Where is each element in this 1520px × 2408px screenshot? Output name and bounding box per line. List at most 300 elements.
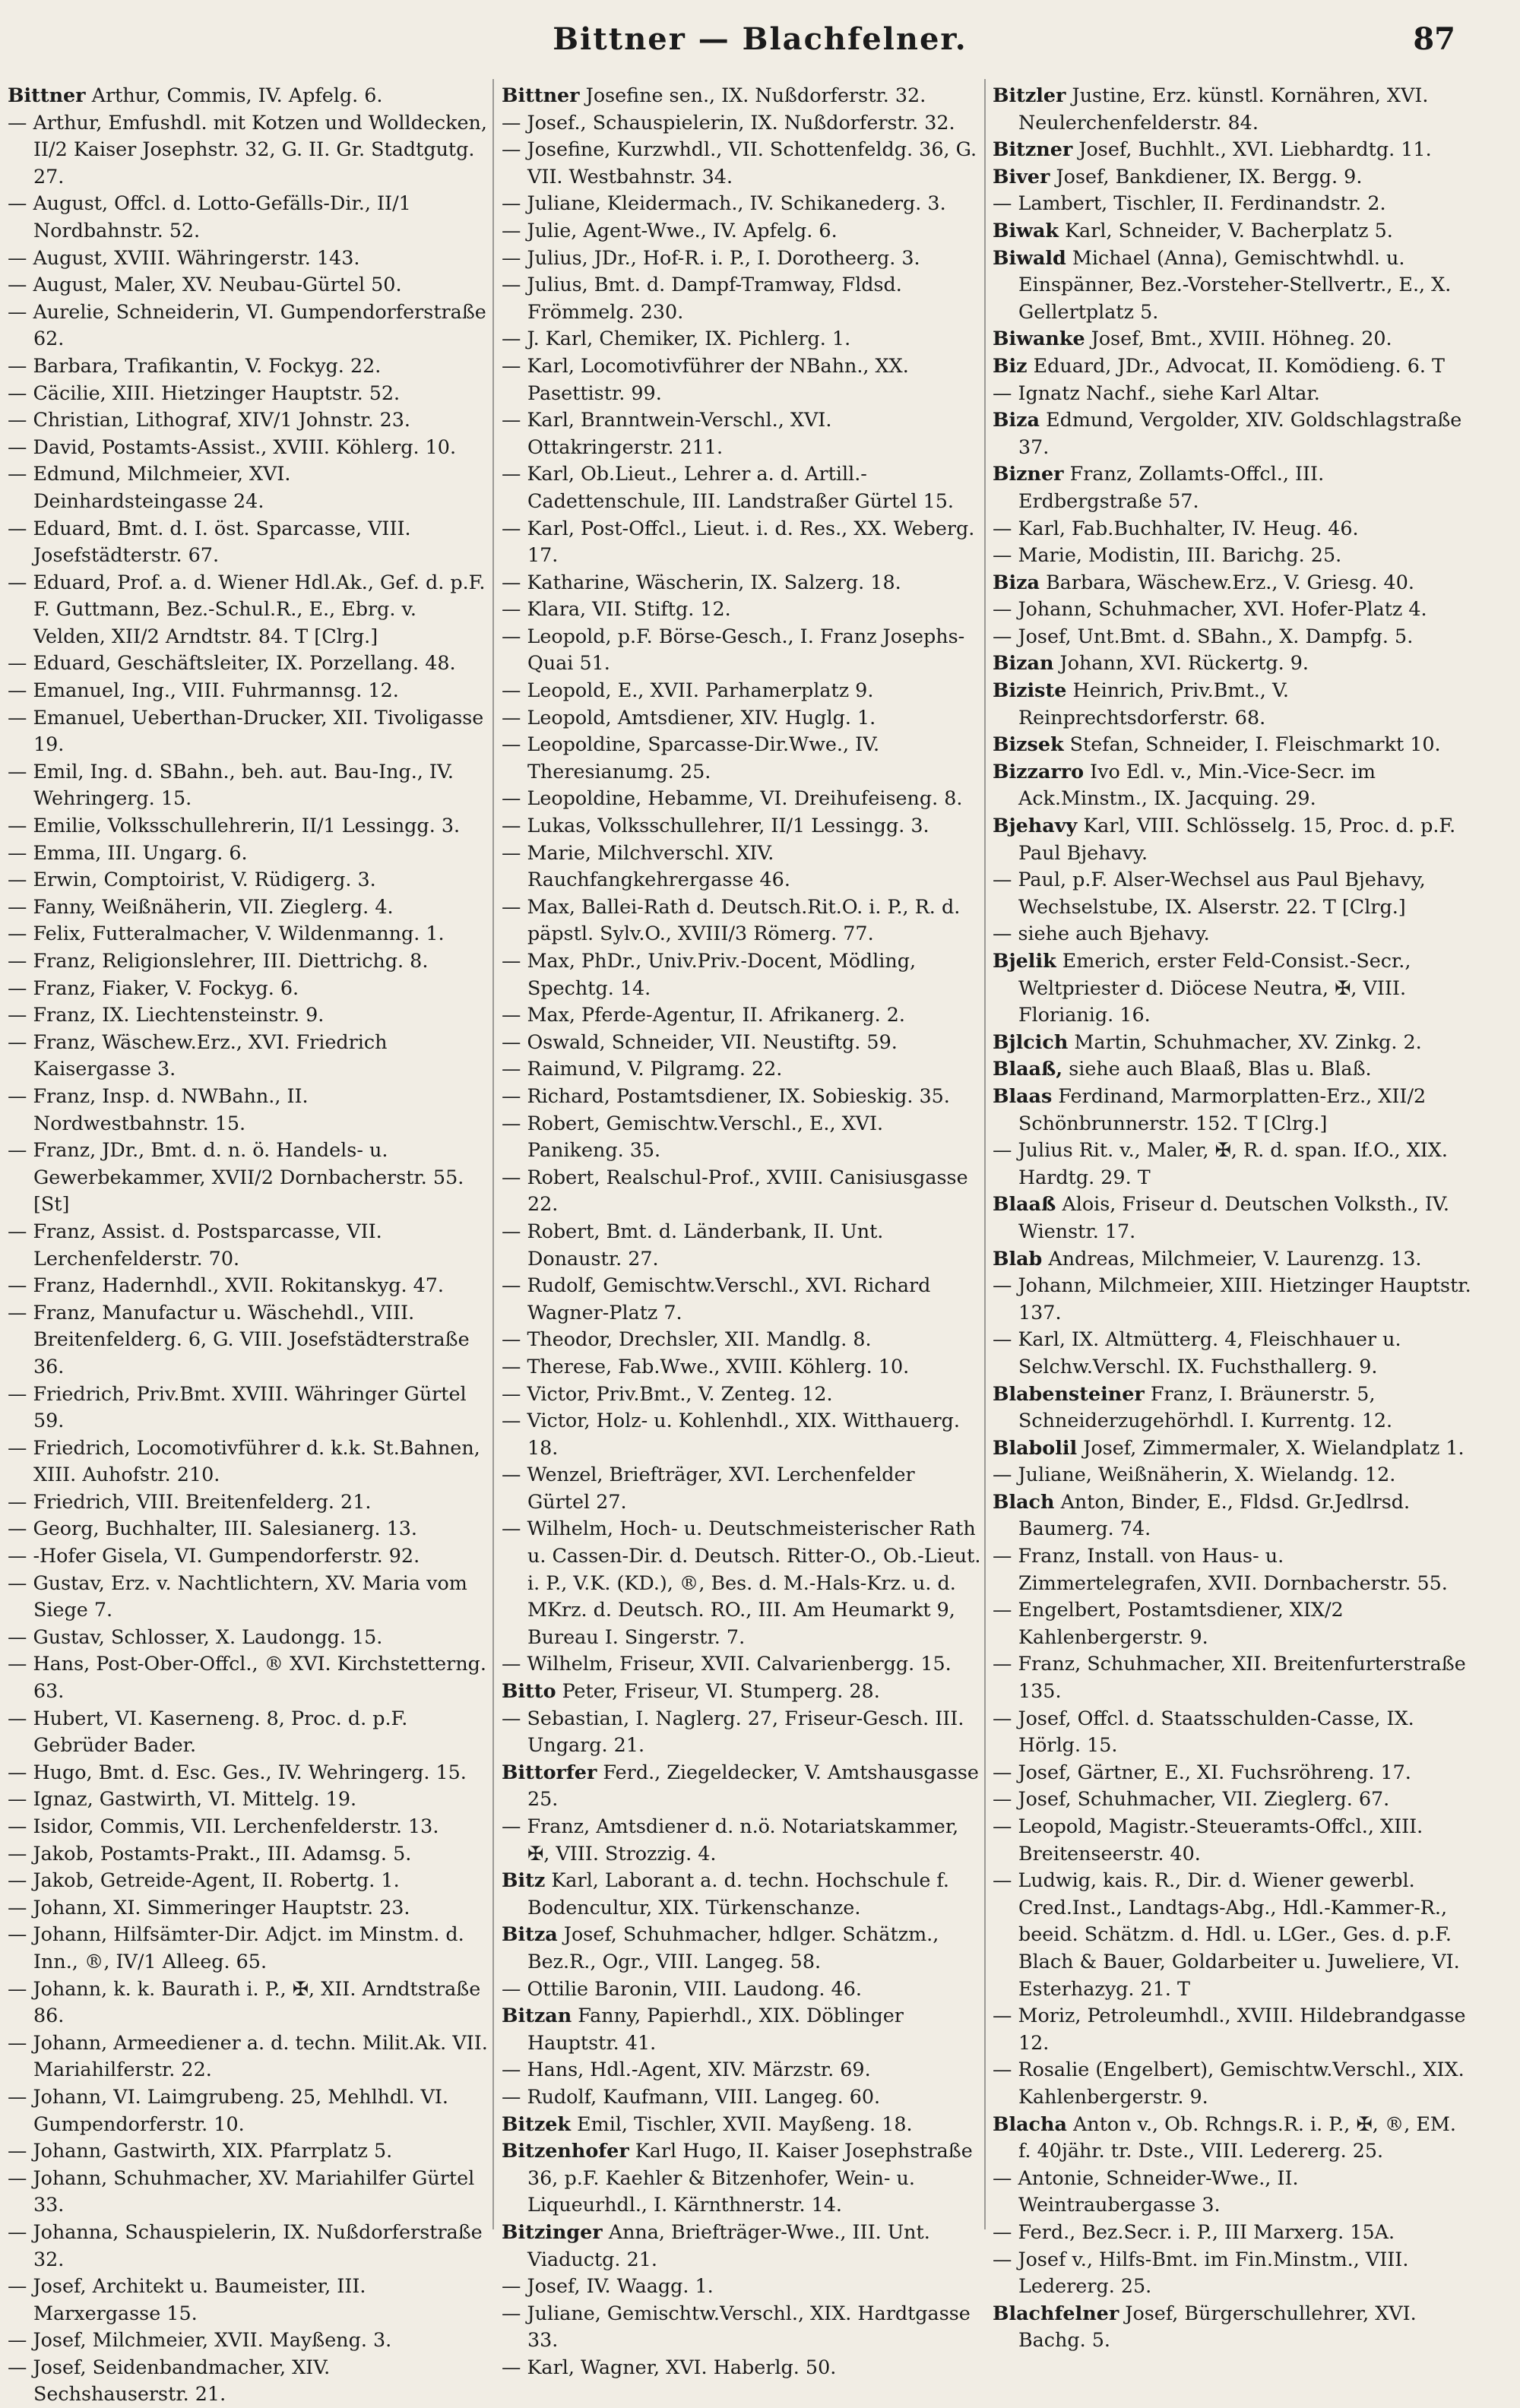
directory-entry xyxy=(8,353,488,380)
directory-entry xyxy=(8,271,488,299)
directory-entry xyxy=(502,596,982,623)
entry-text: — Antonie, Schneider-Wwe., II. Weintraubergasse 3. xyxy=(993,2166,1299,2217)
directory-entry xyxy=(8,380,488,407)
directory-entry xyxy=(502,2273,982,2300)
directory-entry xyxy=(502,1001,982,1029)
directory-entry xyxy=(502,1353,982,1381)
entry-text: Eduard, JDr., Advocat, II. Komödieng. 6. T xyxy=(1033,353,1445,377)
directory-entry xyxy=(993,1245,1473,1273)
entry-text: — Ignatz Nachf., siehe Karl Altar. xyxy=(993,381,1320,404)
directory-entry xyxy=(993,136,1473,163)
entry-text: Josefine sen., IX. Nußdorferstr. 32. xyxy=(585,84,926,106)
entry-text: Anna, Briefträger-Wwe., III. Unt. Viaductg. 21. xyxy=(527,2220,930,2270)
entry-text: — Eduard, Geschäftsleiter, IX. Porzellang. 48. xyxy=(8,651,456,675)
directory-entry xyxy=(8,1272,488,1299)
entry-text: — Johann, Armeediener a. d. techn. Milit.Ak. VII. Mariahilferstr. 22. xyxy=(8,2030,488,2081)
entry-text: — Engelbert, Postamtsdiener, XIX/2 Kahlenbergerstr. 9. xyxy=(993,1598,1344,1648)
directory-entry xyxy=(502,2084,982,2111)
entry-text: Martin, Schuhmacher, XV. Zinkg. 2. xyxy=(1074,1030,1422,1053)
entry-text: — Max, Pferde-Agentur, II. Afrikanerg. 2. xyxy=(502,1003,905,1027)
entry-text: — Rosalie (Engelbert), Gemischtw.Verschl., XIX. Kahlenbergerstr. 9. xyxy=(993,2058,1465,2108)
entry-surname: Bitza xyxy=(502,1922,558,1946)
directory-entry xyxy=(8,569,488,650)
directory-entry xyxy=(8,866,488,894)
directory-entry xyxy=(502,812,982,840)
directory-entry xyxy=(993,1461,1473,1489)
directory-entry xyxy=(8,812,488,840)
entry-surname: Blabensteiner xyxy=(993,1381,1145,1405)
directory-entry xyxy=(8,1976,488,2030)
directory-entry xyxy=(8,1435,488,1489)
directory-entry xyxy=(8,650,488,677)
directory-entry xyxy=(8,948,488,975)
entry-text: — Karl, IX. Altmütterg. 4, Fleischhauer u. Selchw.Verschl. IX. Fuchsthallerg. 9. xyxy=(993,1327,1401,1378)
directory-entry xyxy=(502,2002,982,2056)
directory-entry xyxy=(8,2354,488,2408)
entry-text: Josef, Bürgerschullehrer, XVI. Bachg. 5. xyxy=(1018,2301,1417,2352)
entry-text: Fanny, Papierhdl., XIX. Döblinger Hauptstr. 41. xyxy=(527,2004,904,2054)
entry-text: — Josef, Unt.Bmt. d. SBahn., X. Dampfg. 5. xyxy=(993,624,1414,647)
directory-entry xyxy=(502,1407,982,1461)
entry-text: — Karl, Fab.Buchhalter, IV. Heug. 46. xyxy=(993,516,1359,540)
entry-surname: Biza xyxy=(993,570,1040,593)
directory-entry xyxy=(502,1218,982,1272)
directory-entry xyxy=(993,1137,1473,1191)
entry-surname: Bjehavy xyxy=(993,814,1078,837)
directory-entry xyxy=(993,1759,1473,1786)
directory-entry xyxy=(502,1976,982,2003)
entry-text: — Josef, Architekt u. Baumeister, III. Marxergasse 15. xyxy=(8,2274,366,2324)
entry-text: Josef, Schuhmacher, hdlger. Schätzm., Bez.R., Ogr., VIII. Langeg. 58. xyxy=(527,1922,939,1973)
entry-text: — Karl, Locomotivführer der NBahn., XX. Pasettistr. 99. xyxy=(502,353,909,404)
entry-text: — Josef, Offcl. d. Staatsschulden-Casse, IX. Hörlg. 15. xyxy=(993,1706,1414,1757)
directory-entry xyxy=(502,785,982,812)
entry-text: — Josef., Schauspielerin, IX. Nußdorferstr. 32. xyxy=(502,110,955,134)
directory-entry xyxy=(502,677,982,704)
directory-entry xyxy=(502,948,982,1001)
directory-entry xyxy=(502,1867,982,1921)
entry-text: — Theodor, Drechsler, XII. Mandlg. 8. xyxy=(502,1327,872,1351)
entry-text: — Friedrich, Priv.Bmt. XVIII. Währinger Gürtel 59. xyxy=(8,1381,467,1432)
entry-surname: Bitz xyxy=(502,1868,546,1892)
entry-text: — Josef, Milchmeier, XVII. Mayßeng. 3. xyxy=(8,2328,392,2352)
entry-text: — Georg, Buchhalter, III. Salesianerg. 13. xyxy=(8,1517,417,1540)
directory-entry xyxy=(993,1435,1473,1462)
directory-entry xyxy=(8,1299,488,1381)
page-number: 87 xyxy=(1413,21,1455,57)
entry-text: Emerich, erster Feld-Consist.-Secr., Weltpriester d. Diöcese Neutra, ✠, VIII. Florianig. 16. xyxy=(1018,949,1411,1027)
directory-entry xyxy=(8,1381,488,1435)
entry-text: Josef, Buchhlt., XVI. Liebhardtg. 11. xyxy=(1078,138,1432,161)
entry-surname: Bitto xyxy=(502,1679,556,1703)
entry-surname: Bitzinger xyxy=(502,2220,603,2243)
directory-entry xyxy=(993,1786,1473,1813)
directory-entry xyxy=(502,1083,982,1110)
entry-text: — Eduard, Bmt. d. I. öst. Sparcasse, VIII. Josefstädterstr. 67. xyxy=(8,516,411,567)
entry-surname: Bitzek xyxy=(502,2112,571,2135)
entry-text: — August, Offcl. d. Lotto-Gefälls-Dir., II/1 Nordbahnstr. 52. xyxy=(8,191,411,242)
entry-text: — Leopold, Magistr.-Steueramts-Offcl., XIII. Breitenseerstr. 40. xyxy=(993,1815,1423,1865)
directory-entry xyxy=(993,1191,1473,1245)
entry-text: — Emil, Ing. d. SBahn., beh. aut. Bau-Ing., IV. Wehringerg. 15. xyxy=(8,759,454,810)
entry-text: Karl, VIII. Schlösselg. 15, Proc. d. p.F. Paul Bjehavy. xyxy=(1018,814,1456,864)
entry-surname: Blaaß xyxy=(993,1192,1056,1216)
directory-entry xyxy=(993,866,1473,920)
entry-text: Ferd., Ziegeldecker, V. Amtshausgasse 25. xyxy=(527,1760,979,1811)
directory-entry xyxy=(502,109,982,137)
entry-text: — August, XVIII. Währingerstr. 143. xyxy=(8,245,360,269)
entry-text: — David, Postamts-Assist., XVIII. Köhlerg. 10. xyxy=(8,435,457,458)
entry-surname: Bizzarro xyxy=(993,759,1085,783)
directory-entry xyxy=(8,758,488,812)
entry-text: — Franz, Hadernhdl., XVII. Rokitanskyg. 47. xyxy=(8,1274,444,1297)
directory-entry xyxy=(8,1624,488,1651)
entry-surname: Bitzenhofer xyxy=(502,2139,629,2163)
entry-text: — Emanuel, Ueberthan-Drucker, XII. Tivoligasse 19. xyxy=(8,705,484,756)
entry-text: — Jakob, Postamts-Prakt., III. Adamsg. 5. xyxy=(8,1841,412,1865)
entry-text: — Franz, Install. von Haus- u. Zimmertelegrafen, XVII. Dornbacherstr. 55. xyxy=(993,1544,1448,1594)
entry-text: — Felix, Futteralmacher, V. Wildenmanng. 1. xyxy=(8,922,445,945)
directory-entry xyxy=(993,1813,1473,1867)
entry-text: Ferdinand, Marmorplatten-Erz., XII/2 Schönbrunnerstr. 152. T [Clrg.] xyxy=(1018,1084,1427,1134)
directory-entry xyxy=(502,353,982,407)
column-2 xyxy=(502,82,982,2378)
entry-text: — Josef v., Hilfs-Bmt. im Fin.Minstm., VIII. Ledererg. 25. xyxy=(993,2247,1409,2298)
entry-text: Ivo Edl. v., Min.-Vice-Secr. im Ack.Minstm., IX. Jacquing. 29. xyxy=(1018,759,1376,810)
entry-text: — Leopoldine, Sparcasse-Dir.Wwe., IV. Theresianumg. 25. xyxy=(502,733,880,783)
entry-text: — Franz, Fiaker, V. Fockyg. 6. xyxy=(8,976,299,999)
directory-entry xyxy=(993,1867,1473,2002)
entry-text: — Josef, Seidenbandmacher, XIV. Sechshauserstr. 21. xyxy=(8,2355,331,2406)
directory-entry xyxy=(993,1272,1473,1326)
directory-entry xyxy=(502,1515,982,1650)
entry-text: — Hugo, Bmt. d. Esc. Ges., IV. Wehringerg. 15. xyxy=(8,1760,467,1783)
entry-surname: Bittner xyxy=(502,84,580,106)
entry-text: — Friedrich, Locomotivführer d. k.k. St.Bahnen, XIII. Auhofstr. 210. xyxy=(8,1435,480,1486)
entry-text: — Franz, Wäschew.Erz., XVI. Friedrich Kaisergasse 3. xyxy=(8,1030,388,1081)
entry-text: — Paul, p.F. Alser-Wechsel aus Paul Bjehavy, Wechselstube, IX. Alserstr. 22. T [Clrg.] xyxy=(993,868,1426,918)
entry-text: — Jakob, Getreide-Agent, II. Robertg. 1. xyxy=(8,1868,400,1892)
directory-entry xyxy=(8,1759,488,1786)
directory-entry xyxy=(8,1894,488,1922)
entry-text: — siehe auch Bjehavy. xyxy=(993,922,1210,945)
directory-entry xyxy=(993,2165,1473,2219)
entry-text: Andreas, Milchmeier, V. Laurenzg. 13. xyxy=(1048,1246,1422,1270)
entry-text: — -Hofer Gisela, VI. Gumpendorferstr. 92. xyxy=(8,1544,420,1568)
entry-text: — Karl, Post-Offcl., Lieut. i. d. Res., XX. Weberg. 17. xyxy=(502,516,975,567)
entry-text: — Johann, Schuhmacher, XVI. Hofer-Platz 4. xyxy=(993,597,1427,621)
entry-text: — Robert, Gemischtw.Verschl., E., XVI. Panikeng. 35. xyxy=(502,1111,884,1162)
directory-entry xyxy=(993,1489,1473,1543)
page-header xyxy=(0,15,1520,70)
entry-text: — Josef, IV. Waagg. 1. xyxy=(502,2274,714,2298)
entry-text: — Ignaz, Gastwirth, VI. Mittelg. 19. xyxy=(8,1787,357,1811)
entry-text: — Josefine, Kurzwhdl., VII. Schottenfeldg. 36, G. VII. Westbahnstr. 34. xyxy=(502,138,977,188)
entry-text: — Franz, JDr., Bmt. d. n. ö. Handels- u. Gewerbekammer, XVII/2 Dornbacherstr. 55. [St] xyxy=(8,1138,464,1216)
directory-entry xyxy=(502,2137,982,2219)
directory-entry xyxy=(8,190,488,244)
directory-entry xyxy=(8,2165,488,2219)
directory-entry xyxy=(502,1326,982,1353)
entry-text: — Robert, Realschul-Prof., XVIII. Canisiusgasse 22. xyxy=(502,1165,968,1216)
directory-entry xyxy=(8,82,488,109)
directory-entry xyxy=(502,407,982,460)
entry-text: — Leopold, E., XVII. Parhamerplatz 9. xyxy=(502,679,874,702)
directory-entry xyxy=(502,271,982,325)
directory-entry xyxy=(502,1272,982,1326)
entry-text: — Julius Rit. v., Maler, ✠, R. d. span. If.O., XIX. Hardtg. 29. T xyxy=(993,1138,1448,1188)
directory-entry xyxy=(8,1786,488,1813)
directory-entry xyxy=(502,894,982,948)
entry-text: Arthur, Commis, IV. Apfelg. 6. xyxy=(91,84,383,106)
entry-text: — Leopold, Amtsdiener, XIV. Huglg. 1. xyxy=(502,705,876,729)
entry-text: — Franz, Schuhmacher, XII. Breitenfurterstraße 135. xyxy=(993,1652,1466,1703)
directory-entry xyxy=(8,1867,488,1894)
directory-entry xyxy=(502,1759,982,1813)
entry-surname: Bjlcich xyxy=(993,1030,1069,1053)
entry-text: — Gustav, Erz. v. Nachtlichtern, XV. Maria vom Siege 7. xyxy=(8,1571,467,1622)
entry-surname: Blach xyxy=(993,1489,1055,1513)
directory-entry xyxy=(8,1029,488,1083)
directory-entry xyxy=(993,1083,1473,1137)
directory-entry xyxy=(8,2137,488,2165)
directory-entry xyxy=(502,1650,982,1678)
entry-text: — Barbara, Trafikantin, V. Fockyg. 22. xyxy=(8,353,382,377)
entry-text: — Robert, Bmt. d. Länderbank, II. Unt. Donaustr. 27. xyxy=(502,1219,884,1270)
entry-text: — Hubert, VI. Kaserneng. 8, Proc. d. p.F. Gebrüder Bader. xyxy=(8,1706,408,1757)
directory-entry xyxy=(8,2030,488,2084)
entry-surname: Biziste xyxy=(993,679,1067,702)
directory-entry xyxy=(8,2273,488,2327)
directory-entry xyxy=(993,650,1473,677)
entry-surname: Biver xyxy=(993,164,1050,188)
directory-entry xyxy=(993,1705,1473,1759)
entry-text: — Victor, Priv.Bmt., V. Zenteg. 12. xyxy=(502,1381,833,1405)
entry-text: siehe auch Blaaß, Blas u. Blaß. xyxy=(1069,1057,1372,1081)
directory-entry xyxy=(8,840,488,867)
entry-text: — Franz, Amtsdiener d. n.ö. Notariatskammer, ✠, VIII. Strozzig. 4. xyxy=(502,1815,959,1865)
directory-entry xyxy=(8,1813,488,1840)
entry-text: Edmund, Vergolder, XIV. Goldschlagstraße 37. xyxy=(1018,408,1462,458)
entry-text: — Rudolf, Gemischtw.Verschl., XVI. Richard Wagner-Platz 7. xyxy=(502,1274,931,1324)
entry-text: Anton v., Ob. Rchngs.R. i. P., ✠, ®, EM. f. 40jähr. tr. Dste., VIII. Ledererg. 25. xyxy=(1018,2112,1456,2163)
directory-entry xyxy=(8,245,488,272)
directory-entry xyxy=(8,1543,488,1570)
entry-text: — Johann, k. k. Baurath i. P., ✠, XII. Arndtstraße 86. xyxy=(8,1976,481,2027)
entry-text: — Wenzel, Briefträger, XVI. Lerchenfelder Gürtel 27. xyxy=(502,1463,915,1513)
entry-text: — Marie, Milchverschl. XIV. Rauchfangkehrergasse 46. xyxy=(502,840,790,891)
entry-text: Alois, Friseur d. Deutschen Volksth., IV. Wienstr. 17. xyxy=(1018,1192,1449,1242)
entry-surname: Blabolil xyxy=(993,1435,1078,1459)
entry-surname: Bjelik xyxy=(993,949,1056,972)
entry-text: — Julius, Bmt. d. Dampf-Tramway, Fldsd. Frömmelg. 230. xyxy=(502,273,902,323)
entry-text: Justine, Erz. künstl. Kornähren, XVI. Neulerchenfelderstr. 84. xyxy=(1018,84,1429,134)
entry-surname: Biwanke xyxy=(993,327,1085,350)
entry-text: — Max, PhDr., Univ.Priv.-Docent, Mödling, Spechtg. 14. xyxy=(502,949,917,999)
directory-entry xyxy=(502,1381,982,1408)
directory-entry xyxy=(993,812,1473,866)
entry-text: — Juliane, Kleidermach., IV. Schikanederg. 3. xyxy=(502,191,946,215)
entry-surname: Blaaß, xyxy=(993,1057,1063,1081)
directory-entry xyxy=(993,596,1473,623)
directory-entry xyxy=(8,1515,488,1543)
entry-text: — Hans, Post-Ober-Offcl., ® XVI. Kirchstetterng. 63. xyxy=(8,1652,486,1703)
entry-surname: Blachfelner xyxy=(993,2301,1119,2324)
entry-text: — Aurelie, Schneiderin, VI. Gumpendorferstraße 62. xyxy=(8,299,486,350)
entry-surname: Biza xyxy=(993,408,1040,432)
entry-text: — Franz, IX. Liechtensteinstr. 9. xyxy=(8,1003,325,1027)
directory-entry xyxy=(8,894,488,921)
entry-text: — Lambert, Tischler, II. Ferdinandstr. 2. xyxy=(993,191,1386,215)
entry-text: — Raimund, V. Pilgramg. 22. xyxy=(502,1057,783,1081)
entry-text: Franz, Zollamts-Offcl., III. Erdbergstraße 57. xyxy=(1018,462,1325,512)
entry-text: Emil, Tischler, XVII. Mayßeng. 18. xyxy=(577,2112,913,2135)
entry-text: — Julius, JDr., Hof-R. i. P., I. Dorotheerg. 3. xyxy=(502,245,920,269)
directory-entry xyxy=(8,1705,488,1759)
directory-entry xyxy=(8,975,488,1002)
directory-entry xyxy=(8,1489,488,1516)
directory-entry xyxy=(502,136,982,190)
directory-entry xyxy=(502,569,982,596)
directory-entry xyxy=(993,82,1473,136)
entry-text: Stefan, Schneider, I. Fleischmarkt 10. xyxy=(1069,733,1441,756)
entry-text: — Josef, Schuhmacher, VII. Zieglerg. 67. xyxy=(993,1787,1390,1811)
directory-entry xyxy=(993,325,1473,353)
entry-text: — Lukas, Volksschullehrer, II/1 Lessingg. 3. xyxy=(502,814,929,837)
directory-entry xyxy=(993,542,1473,569)
directory-entry xyxy=(8,109,488,191)
entry-text: — Franz, Religionslehrer, III. Diettrichg. 8. xyxy=(8,949,429,972)
entry-text: — Ottilie Baronin, VIII. Laudong. 46. xyxy=(502,1976,862,2000)
entry-surname: Bizsek xyxy=(993,733,1064,756)
entry-text: — Klara, VII. Stiftg. 12. xyxy=(502,597,731,621)
directory-entry xyxy=(502,2219,982,2273)
directory-entry xyxy=(502,515,982,569)
entry-text: — Franz, Insp. d. NWBahn., II. Nordwestbahnstr. 15. xyxy=(8,1084,309,1134)
directory-entry xyxy=(502,1029,982,1056)
entry-text: — Erwin, Comptoirist, V. Rüdigerg. 3. xyxy=(8,868,376,891)
entry-text: — Isidor, Commis, VII. Lerchenfelderstr. 13. xyxy=(8,1815,439,1837)
directory-entry xyxy=(993,758,1473,812)
entry-text: — Cäcilie, XIII. Hietzinger Hauptstr. 52. xyxy=(8,381,401,404)
directory-entry xyxy=(502,1055,982,1083)
entry-surname: Bittorfer xyxy=(502,1760,597,1783)
directory-entry xyxy=(502,1110,982,1164)
entry-surname: Biz xyxy=(993,353,1028,377)
directory-entry xyxy=(993,380,1473,407)
directory-entry xyxy=(8,2327,488,2354)
entry-text: Karl, Laborant a. d. techn. Hochschule f. Bodencultur, XIX. Türkenschanze. xyxy=(527,1868,950,1919)
entry-text: — Victor, Holz- u. Kohlenhdl., XIX. Witthauerg. 18. xyxy=(502,1409,960,1459)
directory-entry xyxy=(993,2056,1473,2110)
directory-entry xyxy=(993,948,1473,1029)
entry-text: Michael (Anna), Gemischtwhdl. u. Einspänner, Bez.-Vorsteher-Stellvertr., E., X. Gellertplatz 5. xyxy=(1018,245,1452,323)
entry-text: — Christian, Lithograf, XIV/1 Johnstr. 23. xyxy=(8,408,410,432)
directory-entry xyxy=(502,82,982,109)
directory-entry xyxy=(502,840,982,894)
directory-entry xyxy=(993,1543,1473,1596)
directory-entry xyxy=(8,515,488,569)
entry-text: — Emilie, Volksschullehrerin, II/1 Lessingg. 3. xyxy=(8,814,461,837)
entry-text: — Eduard, Prof. a. d. Wiener Hdl.Ak., Gef. d. p.F. F. Guttmann, Bez.-Schul.R., E., Ebrg. v. Velden, XII/2 Arndtstr. 84. T [Clrg.] xyxy=(8,570,486,647)
entry-text: — Johann, Schuhmacher, XV. Mariahilfer Gürtel 33. xyxy=(8,2166,475,2217)
column-1 xyxy=(8,82,488,2406)
entry-text: — Karl, Branntwein-Verschl., XVI. Ottakringerstr. 211. xyxy=(502,408,832,458)
entry-text: Josef, Zimmermaler, X. Wielandplatz 1. xyxy=(1083,1435,1465,1459)
entry-text: — Richard, Postamtsdiener, IX. Sobieskig. 35. xyxy=(502,1084,950,1107)
column-rule-right xyxy=(984,79,986,2229)
entry-text: — Leopold, p.F. Börse-Gesch., I. Franz Josephs-Quai 51. xyxy=(502,624,965,675)
directory-entry xyxy=(502,1678,982,1705)
entry-text: — Oswald, Schneider, VII. Neustiftg. 59. xyxy=(502,1030,898,1053)
directory-entry xyxy=(502,2111,982,2138)
entry-text: Karl Hugo, II. Kaiser Josephstraße 36, p.F. Kaehler & Bitzenhofer, Wein- u. Liqueurhdl., I. Kärnthnerstr. 14. xyxy=(527,2139,973,2217)
directory-entry xyxy=(993,217,1473,245)
entry-text: Josef, Bankdiener, IX. Bergg. 9. xyxy=(1056,164,1363,188)
directory-entry xyxy=(8,1083,488,1137)
entry-text: — Max, Ballei-Rath d. Deutsch.Rit.O. i. P., R. d. päpstl. Sylv.O., XVIII/3 Römerg. 77. xyxy=(502,894,961,945)
directory-entry xyxy=(8,1001,488,1029)
directory-entry xyxy=(993,731,1473,758)
entry-text: — Johann, Milchmeier, XIII. Hietzinger Hauptstr. 137. xyxy=(993,1274,1471,1324)
directory-entry xyxy=(502,2354,982,2381)
directory-entry xyxy=(8,407,488,434)
directory-entry xyxy=(502,623,982,677)
directory-entry xyxy=(8,434,488,461)
column-3 xyxy=(993,82,1473,2352)
directory-entry xyxy=(8,1218,488,1272)
column-rule-left xyxy=(492,79,494,2229)
entry-text: — Karl, Wagner, XVI. Haberlg. 50. xyxy=(502,2355,837,2378)
directory-entry xyxy=(8,1921,488,1975)
entry-text: — Johann, Hilfsämter-Dir. Adjct. im Minstm. d. Inn., ®, IV/1 Alleeg. 65. xyxy=(8,1922,464,1973)
directory-entry xyxy=(993,2111,1473,2165)
directory-entry xyxy=(502,217,982,245)
entry-text: — Franz, Manufactur u. Wäschehdl., VIII. Breitenfelderg. 6, G. VIII. Josefstädterstraße 36. xyxy=(8,1300,470,1378)
entry-surname: Bizan xyxy=(993,651,1054,675)
entry-text: — Wilhelm, Hoch- u. Deutschmeisterischer Rath u. Cassen-Dir. d. Deutsch. Ritter-O., Ob.-Lieut. i. P., V.K. (KD.), ®, Bes. d. M.-Hals-Krz. u. d. MKrz. d. Deutsch. RO., III. Am Heumarkt 9, Bureau I. Singerstr. 7. xyxy=(502,1517,981,1648)
directory-entry xyxy=(993,1596,1473,1650)
entry-text: — Franz, Assist. d. Postsparcasse, VII. Lerchenfelderstr. 70. xyxy=(8,1219,382,1270)
entry-text: — Juliane, Gemischtw.Verschl., XIX. Hardtgasse 33. xyxy=(502,2301,971,2352)
directory-entry xyxy=(502,704,982,732)
directory-entry xyxy=(993,2246,1473,2300)
entry-text: Heinrich, Priv.Bmt., V. Reinprechtsdorferstr. 68. xyxy=(1018,679,1289,729)
directory-entry xyxy=(502,460,982,514)
entry-surname: Biwald xyxy=(993,245,1066,269)
directory-entry xyxy=(993,245,1473,326)
entry-text: — Johann, XI. Simmeringer Hauptstr. 23. xyxy=(8,1895,410,1919)
directory-entry xyxy=(993,2002,1473,2056)
directory-entry xyxy=(8,2084,488,2137)
entry-text: — Juliane, Weißnäherin, X. Wielandg. 12. xyxy=(993,1463,1396,1486)
directory-entry xyxy=(8,1137,488,1218)
entry-text: — Julie, Agent-Wwe., IV. Apfelg. 6. xyxy=(502,218,838,242)
directory-entry xyxy=(502,2056,982,2084)
entry-surname: Blacha xyxy=(993,2112,1067,2135)
directory-entry xyxy=(8,1840,488,1868)
directory-entry xyxy=(8,1650,488,1704)
directory-entry xyxy=(8,704,488,758)
directory-entry xyxy=(502,1921,982,1975)
entry-text: Franz, I. Bräunerstr. 5, Schneiderzugehörhdl. I. Kurrentg. 12. xyxy=(1018,1381,1393,1432)
entry-surname: Biwak xyxy=(993,218,1059,242)
entry-text: — J. Karl, Chemiker, IX. Pichlerg. 1. xyxy=(502,327,851,350)
entry-text: — Moriz, Petroleumhdl., XVIII. Hildebrandgasse 12. xyxy=(993,2004,1466,2054)
directory-entry xyxy=(502,1705,982,1759)
directory-entry xyxy=(502,325,982,353)
entry-text: — Rudolf, Kaufmann, VIII. Langeg. 60. xyxy=(502,2084,881,2108)
